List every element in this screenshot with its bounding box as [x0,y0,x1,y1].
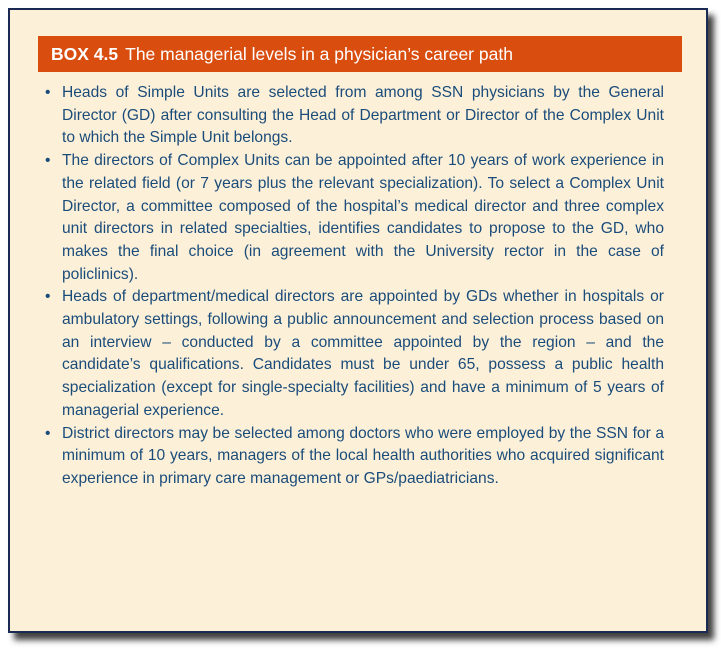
box-title-bar [38,36,682,72]
box-label: BOX 4.5 [51,44,119,64]
list-item-text: District directors may be selected among doctors who were employed by the SSN for a minimum of 10 years, managers of the local health authorities who acquired significant experience in primary care management or GPs/paediatricians. [62,424,664,487]
bullet-icon: • [45,84,51,101]
list-item [40,82,664,150]
info-box [8,8,708,633]
bullet-icon: • [45,288,51,306]
bullet-list [40,82,664,491]
list-item-text: Heads of department/medical directors are appointed by GDs whether in hospitals or ambulatory settings, following a public announcement and selection process based on an interview – conducted by a committee appointed by the region – and the candidate’s qualifications. Candidates must be under 65, possess a public health specialization (except for single-specialty facilities) and have a minimum of 5 years of managerial experience. [62,288,664,419]
list-item [40,286,664,422]
list-item [40,423,664,491]
list-item [40,150,664,286]
list-item-text: Heads of Simple Units are selected from among SSN physicians by the General Director (GD) after consulting the Head of Department or Director of the Complex Unit to which the Simple Unit belongs. [62,84,664,147]
list-item-text: The directors of Complex Units can be appointed after 10 years of work experience in the related field (or 7 years plus the relevant specialization). To select a Complex Unit Director, a committee composed of the hospital’s medical director and three complex unit directors in related specialties, identifies candidates to propose to the GD, who makes the final choice (in agreement with the University rector in the case of policlinics). [62,152,664,283]
box-title: The managerial levels in a physician’s career path [125,44,513,64]
bullet-icon: • [45,424,51,442]
bullet-icon: • [45,152,51,170]
